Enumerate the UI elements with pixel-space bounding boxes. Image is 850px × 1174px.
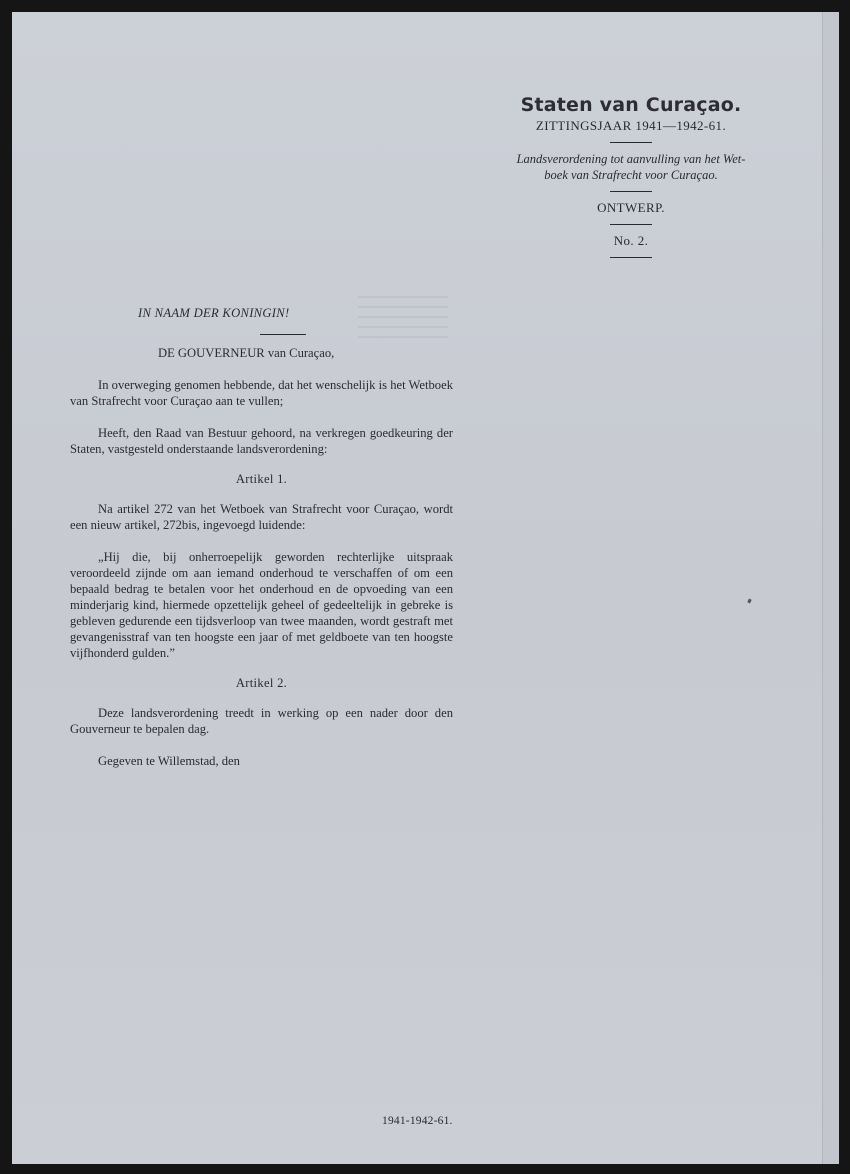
subject-line-2: boek van Strafrecht voor Curaçao. xyxy=(544,168,718,182)
subject-line-1: Landsverordening tot aanvulling van het Wet- xyxy=(516,152,746,166)
article-2-heading: Artikel 2. xyxy=(235,676,288,690)
header-divider xyxy=(610,191,652,192)
footer-page-ref: 1941-1942-61. xyxy=(382,1115,453,1127)
considering-paragraph: In overweging genomen hebbende, dat het wenschelijk is het Wetboek van Strafrecht voor Curaçao aan te vullen; xyxy=(70,378,453,408)
governor-line: DE GOUVERNEUR van Curaçao, xyxy=(158,346,335,360)
draft-label: ONTWERP. xyxy=(597,200,665,215)
article-1-intro: Na artikel 272 van het Wetboek van Strafrecht voor Curaçao, wordt een nieuw artikel, 272bis, ingevoegd luidende: xyxy=(70,502,453,532)
header-divider xyxy=(610,224,652,225)
enacting-paragraph: Heeft, den Raad van Bestuur gehoord, na verkregen goedkeuring der Staten, vastgesteld onderstaande landsverordening: xyxy=(70,426,453,456)
royal-motto: IN NAAM DER KONINGIN! xyxy=(138,306,290,320)
header-divider xyxy=(610,257,652,258)
given-at-line: Gegeven te Willemstad, den xyxy=(98,754,240,768)
document-header xyxy=(476,94,786,266)
body-text xyxy=(70,305,453,769)
header-divider xyxy=(610,142,652,143)
motto-divider xyxy=(260,334,306,335)
rear-page-edge xyxy=(822,12,839,1164)
header-title: Staten van Curaçao. xyxy=(520,94,742,116)
article-2-text: Deze landsverordening treedt in werking op een nader door den Gouverneur te bepalen dag. xyxy=(70,706,453,736)
document-number: No. 2. xyxy=(613,233,649,248)
article-1-quote: „Hij die, bij onherroepelijk geworden rechterlijke uitspraak veroordeeld zijnde om aan iemand onderhoud te verschaffen of om een bepaald bedrag te betalen voor het onderhoud en de opvoeding van een minderjarig kind, hiermede opzettelijk geheel of gedeeltelijk in gebreke is gebleven gedurende een tijdsverloop van twee maanden, wordt gestraft met gevangenisstraf van ten hoogste een jaar of met geldboete van ten hoogste vijfhonderd gulden.” xyxy=(70,550,453,660)
article-1-heading: Artikel 1. xyxy=(235,472,288,486)
session-year: ZITTINGSJAAR 1941—1942-61. xyxy=(535,118,727,133)
